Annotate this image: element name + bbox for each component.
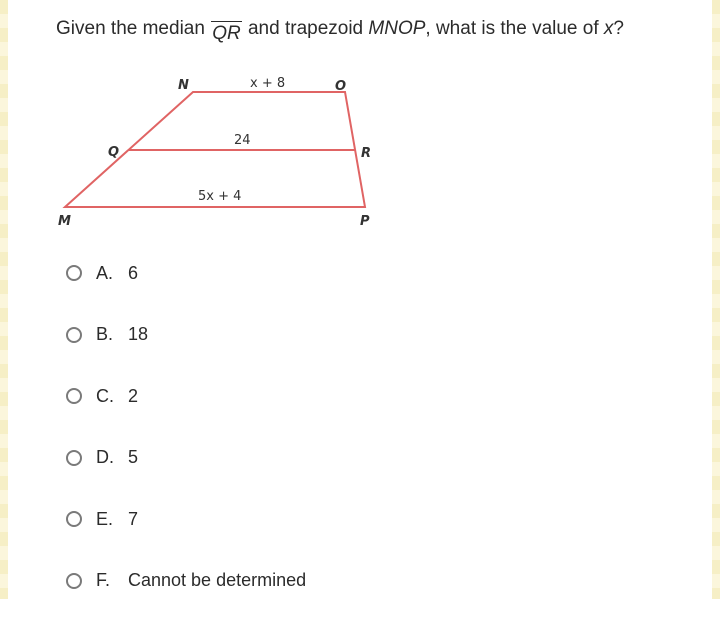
vertex-p-label: P <box>360 214 370 229</box>
option-c-text: 2 <box>128 385 139 406</box>
right-page-edge <box>712 0 720 599</box>
question-middle: and trapezoid <box>242 18 369 39</box>
question-variable: x <box>603 18 614 39</box>
option-e-text: 7 <box>128 508 139 529</box>
vertex-o-label: O <box>335 79 347 94</box>
option-d-text: 5 <box>128 447 139 467</box>
option-b-text: 18 <box>128 324 149 344</box>
option-c-letter: C. <box>96 385 114 406</box>
median-segment-label: QR <box>212 23 241 44</box>
option-d[interactable] <box>66 443 306 473</box>
vertex-q-label: Q <box>108 145 120 160</box>
option-a-text: 6 <box>128 262 139 283</box>
option-b-letter: B. <box>96 324 114 344</box>
question-text <box>56 18 624 44</box>
top-base-label: x + 8 <box>250 76 286 91</box>
trapezoid-name: MNOP <box>368 18 426 39</box>
option-f-radio[interactable] <box>66 573 82 589</box>
option-c-radio[interactable] <box>66 388 82 404</box>
vertex-m-label: M <box>58 214 71 229</box>
vertex-n-label: N <box>178 78 189 93</box>
option-e-letter: E. <box>96 508 114 529</box>
option-e[interactable] <box>66 504 306 534</box>
option-a[interactable] <box>66 258 306 288</box>
answer-options <box>66 258 306 627</box>
trapezoid-figure <box>50 70 390 240</box>
question-prefix: Given the median <box>56 18 211 39</box>
question-suffix-before-var: , what is the value of <box>425 18 604 39</box>
left-page-edge <box>0 0 8 599</box>
option-a-letter: A. <box>96 262 114 283</box>
option-d-letter: D. <box>96 447 114 467</box>
option-d-radio[interactable] <box>66 450 82 466</box>
bottom-base-label: 5x + 4 <box>198 189 242 204</box>
option-a-radio[interactable] <box>66 265 82 281</box>
option-e-radio[interactable] <box>66 511 82 527</box>
option-b-radio[interactable] <box>66 327 82 343</box>
option-f[interactable] <box>66 566 306 596</box>
option-b[interactable] <box>66 320 306 350</box>
option-f-text: Cannot be determined <box>128 570 307 590</box>
option-f-letter: F. <box>96 570 111 590</box>
vertex-r-label: R <box>361 146 372 161</box>
question-suffix: ? <box>613 18 624 39</box>
median-value-label: 24 <box>234 133 251 148</box>
option-c[interactable] <box>66 381 306 411</box>
